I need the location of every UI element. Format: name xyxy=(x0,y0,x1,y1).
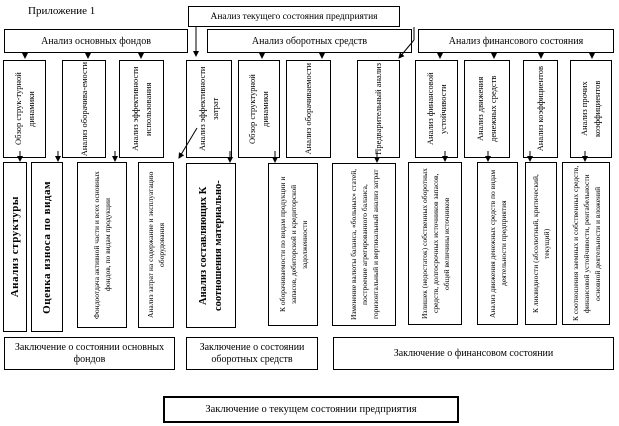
analysis-box xyxy=(3,60,46,158)
group-header-fixed-assets: Анализ основных фондов xyxy=(4,29,188,53)
analysis-box xyxy=(119,60,164,158)
analysis-label: Анализ эффективности использования xyxy=(129,66,153,152)
analysis-label: Анализ коэффициентов xyxy=(535,66,545,152)
detail-box xyxy=(408,162,462,325)
analysis-label: Анализ прочих коэффициентов xyxy=(579,80,602,138)
detail-label: К оборачиваемости по видам продукции и запасов, дебиторской и кредиторской задолженности xyxy=(277,176,309,313)
analysis-box xyxy=(415,60,458,158)
analysis-box xyxy=(186,60,232,158)
detail-box xyxy=(3,162,27,332)
root-box: Анализ текущего состояния предприятия xyxy=(188,6,400,27)
conclusion-working-capital: Заключение о состоянии оборотных средств xyxy=(186,337,318,370)
analysis-box xyxy=(62,60,106,158)
analysis-box xyxy=(286,60,331,158)
analysis-label: Анализ финансовой устойчивости xyxy=(424,72,448,146)
analysis-label: Анализ оборачиваемости xyxy=(303,63,313,155)
detail-label: Анализ составляющих К соотношения материально- xyxy=(198,180,224,311)
analysis-label: Предварительный анализ xyxy=(373,63,383,155)
detail-box xyxy=(31,162,63,332)
analysis-label: Анализ движения денежных средств xyxy=(475,75,498,143)
analysis-box xyxy=(238,60,280,158)
analysis-box xyxy=(464,60,510,158)
detail-box xyxy=(332,163,396,326)
analysis-box xyxy=(570,60,612,158)
detail-label: Излишек (недостаток) собственных оборотных средств, долгосрочных источников запасов, общей величины источников xyxy=(419,168,451,319)
detail-label: Анализ структуры xyxy=(8,196,21,298)
detail-label: К соотношения заемных и собственных средств, финансовой устойчивости, рентабельности основной деятельности и вложений xyxy=(570,165,602,322)
group-header-working-capital: Анализ оборотных средств xyxy=(207,29,412,53)
detail-box xyxy=(477,162,518,325)
detail-box xyxy=(138,162,174,328)
analysis-box xyxy=(357,60,400,158)
detail-label: Фондоотдача активной части и всех основных фондов, по видам продукции xyxy=(92,171,112,319)
analysis-label: Анализ эффективности затрат xyxy=(197,66,220,152)
conclusion-fixed-assets: Заключение о состоянии основных фондов xyxy=(4,337,175,370)
analysis-box xyxy=(523,60,558,158)
detail-label: Анализ затрат на содержание и эксплуатацию оборудования xyxy=(146,171,166,319)
detail-box xyxy=(77,162,127,328)
detail-box xyxy=(562,162,610,325)
analysis-label: Обзор структурной динамики xyxy=(247,74,270,144)
analysis-label: Анализ оборачива-емости xyxy=(78,61,89,157)
analysis-label: Обзор струк-турной динамики xyxy=(12,72,36,146)
detail-box xyxy=(186,163,236,328)
group-header-financial-state: Анализ финансового состояния xyxy=(418,29,614,53)
detail-label: К ликвидности (абсолютный, критический, текущий) xyxy=(531,174,551,313)
appendix-label: Приложение 1 xyxy=(28,5,96,17)
conclusion-financial-state: Заключение о финансовом состоянии xyxy=(333,337,614,370)
final-conclusion-box: Заключение о текущем состоянии предприятия xyxy=(163,396,459,423)
detail-label: Оценка износа по видам xyxy=(40,180,53,314)
detail-label: Изменение валюты баланса, «больных» статей, построение агрегированного баланса, горизонтальный и вертикальный анализ затрат xyxy=(348,168,380,321)
detail-label: Анализ движения денежных средств по видам деятельности предприятия xyxy=(487,169,508,318)
detail-box xyxy=(268,163,318,326)
detail-box xyxy=(525,162,557,325)
